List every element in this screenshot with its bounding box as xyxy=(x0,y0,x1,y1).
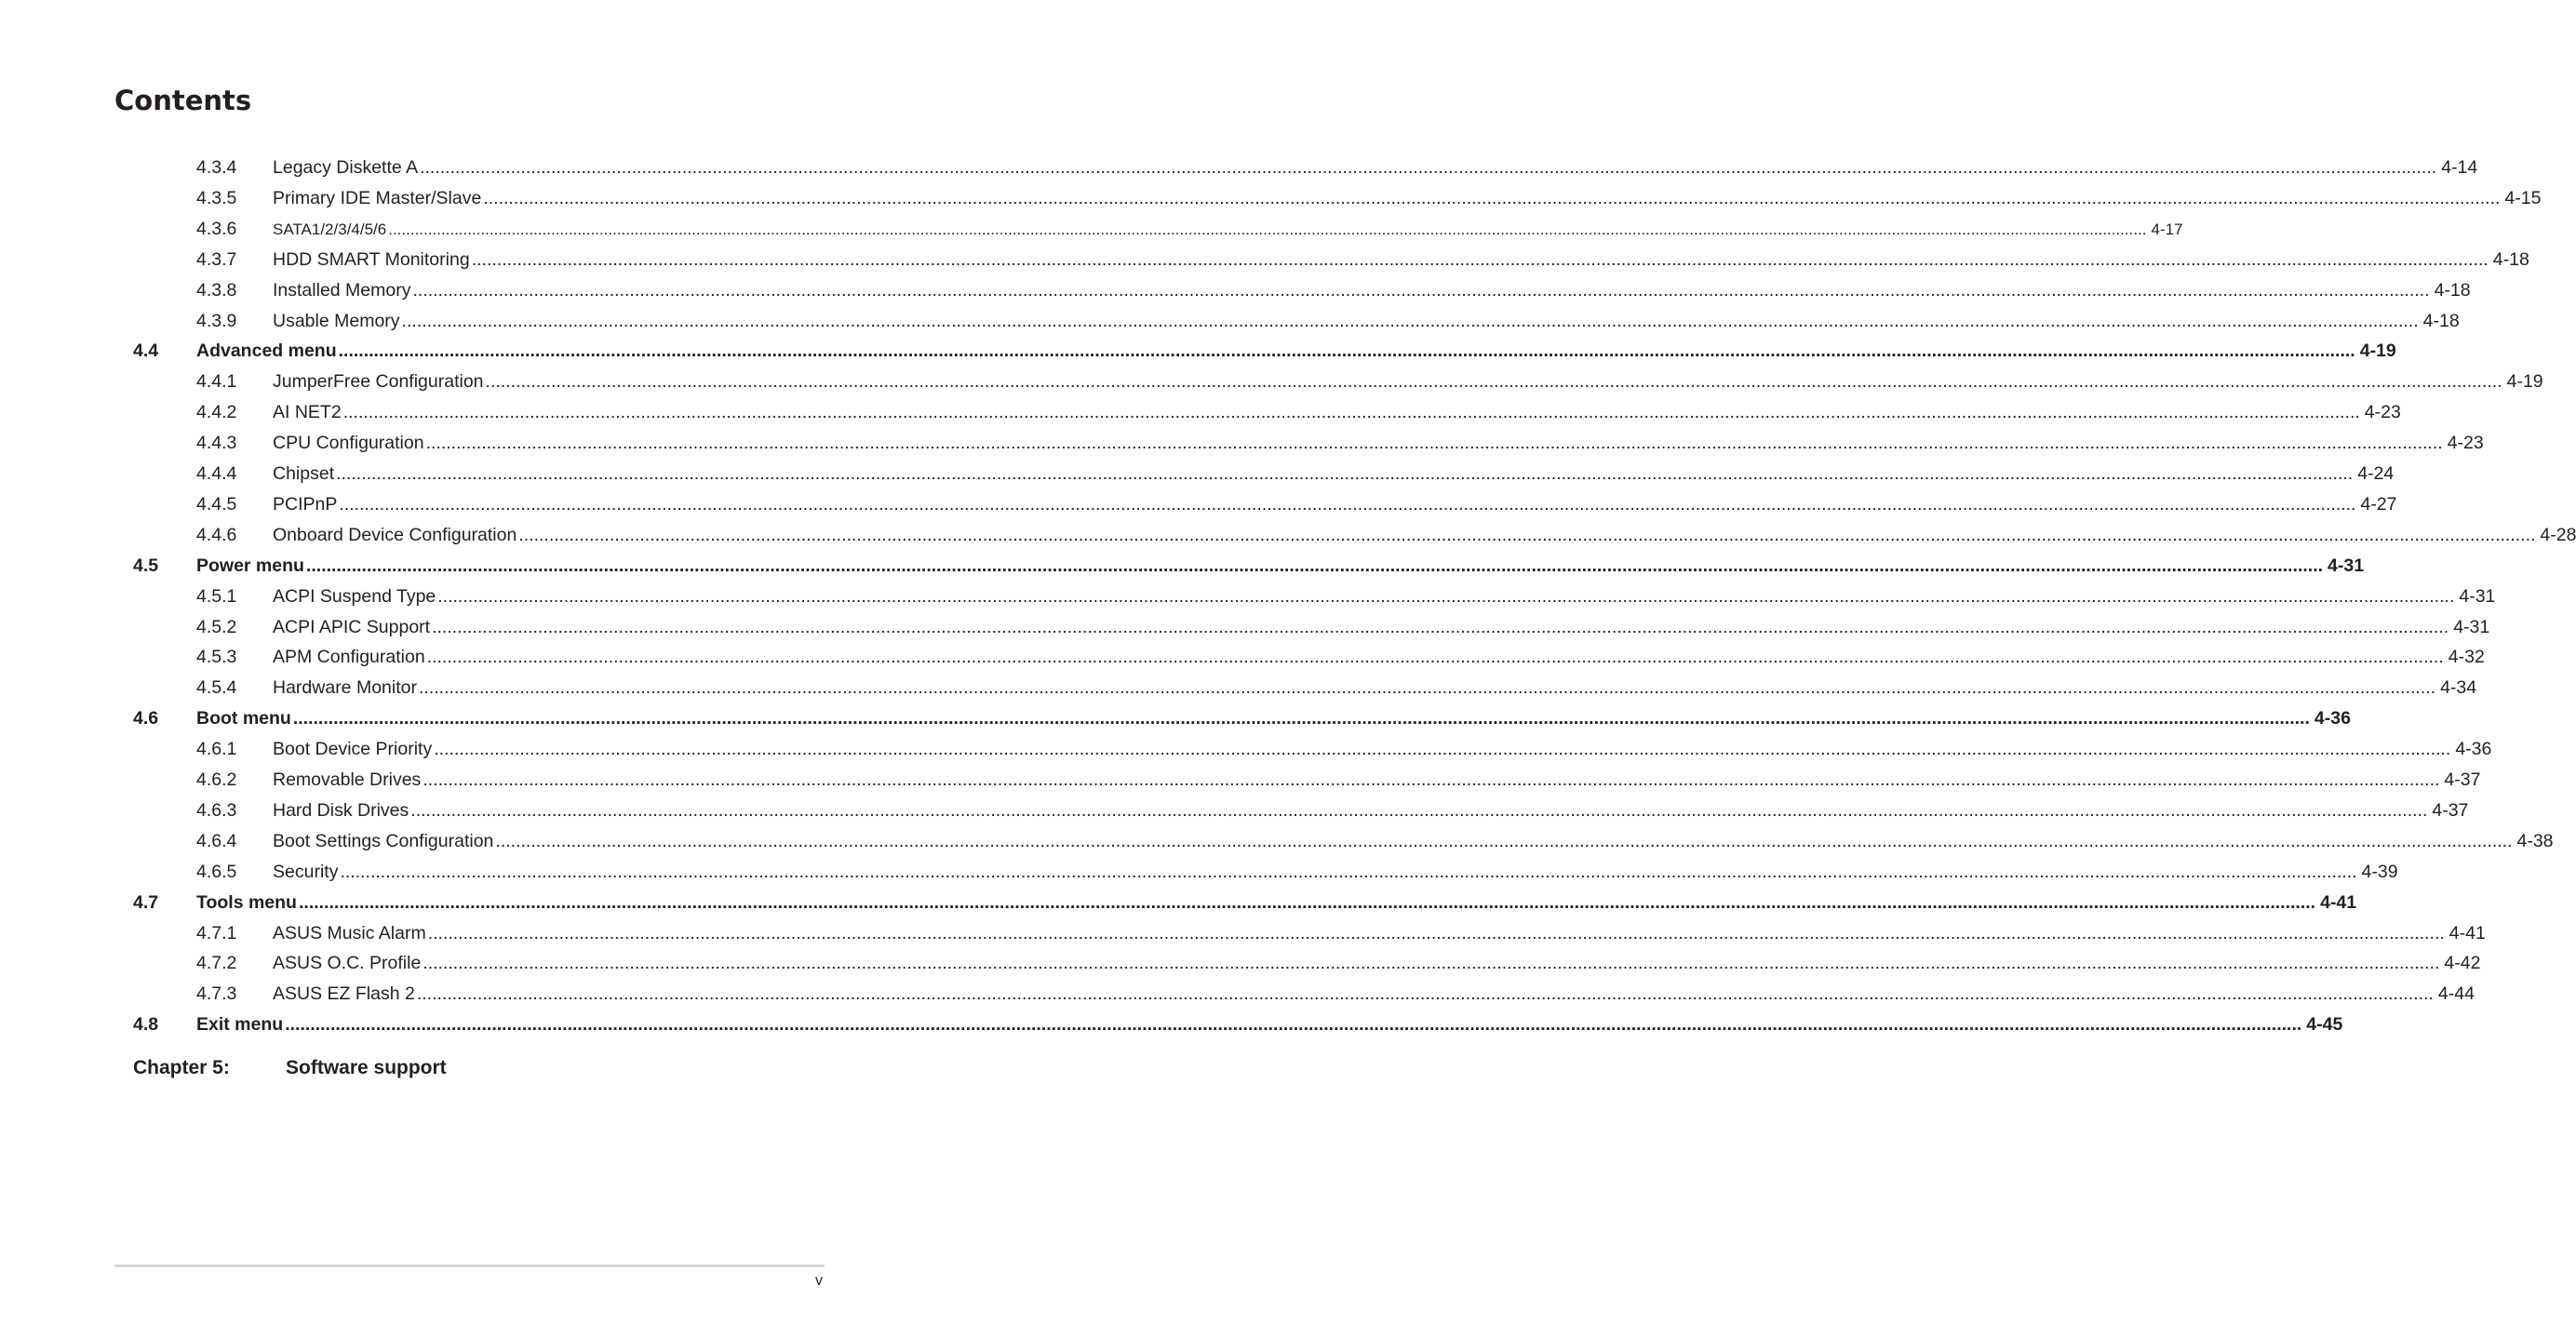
dot-leader: ................................................................................................................................................................................................................................................................................................................................................................................................................ xyxy=(495,830,2513,851)
toc-subsection-entry[interactable] xyxy=(0,367,2543,397)
entry-leader-line xyxy=(196,888,2357,918)
dot-leader: ................................................................................................................................................................................................................................................................................................................................................................................................................ xyxy=(342,402,2360,423)
toc-subsection-entry[interactable] xyxy=(0,397,2401,428)
toc-subsection-entry[interactable] xyxy=(0,582,2496,612)
entry-leader-line xyxy=(273,612,2490,643)
entry-number: 4.5 xyxy=(133,555,159,576)
entry-title: ACPI APIC Support xyxy=(273,616,431,637)
page-number: v xyxy=(815,1273,823,1289)
entry-leader-line xyxy=(273,306,2460,337)
entry-title: Boot menu xyxy=(196,708,291,729)
toc-subsection-entry[interactable] xyxy=(0,734,2492,765)
dot-leader: ................................................................................................................................................................................................................................................................................................................................................................................................................ xyxy=(471,248,2489,270)
entry-number: 4.5.3 xyxy=(196,647,237,668)
entry-number: 4.7.2 xyxy=(196,953,237,974)
entry-page-number: 4-41 xyxy=(2320,891,2357,913)
entry-number: 4.4.3 xyxy=(196,433,237,454)
toc-subsection-entry[interactable] xyxy=(0,948,2481,979)
entry-leader-line xyxy=(273,397,2401,428)
entry-title: CPU Configuration xyxy=(273,433,424,454)
entry-title: Hardware Monitor xyxy=(273,677,417,699)
dot-leader: ................................................................................................................................................................................................................................................................................................................................................................................................................ xyxy=(432,616,2449,637)
entry-title: ASUS EZ Flash 2 xyxy=(273,983,415,1005)
entry-page-number: 4-45 xyxy=(2306,1014,2343,1036)
entry-page-number: 4-23 xyxy=(2364,402,2401,423)
dot-leader: ................................................................................................................................................................................................................................................................................................................................................................................................................ xyxy=(292,708,2310,729)
dot-leader: ................................................................................................................................................................................................................................................................................................................................................................................................................ xyxy=(298,891,2316,913)
entry-title: PCIPnP xyxy=(273,493,338,515)
entry-leader-line xyxy=(273,245,2529,275)
entry-page-number: 4-39 xyxy=(2361,861,2398,882)
entry-page-number: 4-41 xyxy=(2449,922,2486,943)
entry-page-number: 4-23 xyxy=(2447,433,2484,454)
toc-subsection-entry[interactable] xyxy=(0,245,2529,275)
entry-leader-line xyxy=(273,948,2481,979)
entry-title: APM Configuration xyxy=(273,647,425,668)
entry-page-number: 4-19 xyxy=(2506,371,2543,393)
entry-leader-line xyxy=(273,428,2484,459)
entry-leader-line xyxy=(273,459,2395,489)
entry-title: Boot Device Priority xyxy=(273,739,433,760)
dot-leader: ................................................................................................................................................................................................................................................................................................................................................................................................................ xyxy=(340,861,2357,882)
toc-subsection-entry[interactable] xyxy=(0,214,2183,245)
toc-subsection-entry[interactable] xyxy=(0,520,2576,551)
dot-leader: ................................................................................................................................................................................................................................................................................................................................................................................................................ xyxy=(418,677,2436,699)
dot-leader: ................................................................................................................................................................................................................................................................................................................................................................................................................ xyxy=(416,983,2434,1005)
dot-leader: ................................................................................................................................................................................................................................................................................................................................................................................................................ xyxy=(336,463,2354,484)
toc-subsection-entry[interactable] xyxy=(0,918,2486,949)
entry-number: 4.3.7 xyxy=(196,248,237,270)
toc-subsection-entry[interactable] xyxy=(0,765,2481,796)
entry-page-number: 4-37 xyxy=(2444,769,2481,790)
dot-leader: ................................................................................................................................................................................................................................................................................................................................................................................................................ xyxy=(410,799,2428,821)
toc-section-entry[interactable] xyxy=(0,336,2396,367)
toc-section-entry[interactable] xyxy=(0,551,2365,582)
dot-leader: ................................................................................................................................................................................................................................................................................................................................................................................................................ xyxy=(339,493,2356,515)
entry-number: 4.3.6 xyxy=(196,218,237,239)
entry-title: Primary IDE Master/Slave xyxy=(273,187,482,208)
entry-page-number: 4-28 xyxy=(2540,524,2576,545)
toc-subsection-entry[interactable] xyxy=(0,428,2484,459)
dot-leader: ................................................................................................................................................................................................................................................................................................................................................................................................................ xyxy=(401,310,2419,331)
entry-leader-line xyxy=(273,918,2486,949)
entry-title: Installed Memory xyxy=(273,279,411,301)
entry-number: 4.4.5 xyxy=(196,493,237,515)
dot-leader: ................................................................................................................................................................................................................................................................................................................................................................................................................ xyxy=(338,341,2355,362)
entry-page-number: 4-19 xyxy=(2359,341,2396,362)
entry-leader-line xyxy=(273,979,2475,1010)
dot-leader: ................................................................................................................................................................................................................................................................................................................................................................................................................ xyxy=(425,433,2443,454)
dot-leader: ................................................................................................................................................................................................................................................................................................................................................................................................................ xyxy=(420,157,2437,178)
entry-leader-line xyxy=(196,551,2365,582)
entry-number: 4.4.4 xyxy=(196,463,237,484)
entry-number: 4.6 xyxy=(133,708,159,729)
dot-leader: ................................................................................................................................................................................................................................................................................................................................................................................................................ xyxy=(285,1014,2302,1036)
dot-leader: ................................................................................................................................................................................................................................................................................................................................................................................................................ xyxy=(427,922,2445,943)
chapter-heading[interactable] xyxy=(0,1052,888,1084)
entry-title: Boot Settings Configuration xyxy=(273,830,494,851)
entry-leader-line xyxy=(273,765,2481,796)
footer-divider xyxy=(114,1264,825,1267)
toc-section-entry[interactable] xyxy=(0,888,2357,918)
entry-title: Power menu xyxy=(196,555,304,576)
entry-leader-line xyxy=(273,489,2397,520)
entry-leader-line xyxy=(273,183,2542,214)
dot-leader: ................................................................................................................................................................................................................................................................................................................................................................................................................ xyxy=(388,220,2147,238)
dot-leader: ................................................................................................................................................................................................................................................................................................................................................................................................................ xyxy=(423,769,2440,790)
entry-leader-line xyxy=(273,734,2492,765)
entry-number: 4.7.3 xyxy=(196,983,237,1005)
entry-page-number: 4-27 xyxy=(2360,493,2397,515)
entry-leader-line xyxy=(273,826,2554,857)
entry-page-number: 4-34 xyxy=(2440,677,2477,699)
entry-leader-line xyxy=(196,336,2396,367)
toc-subsection-entry[interactable] xyxy=(0,826,2554,857)
entry-number: 4.5.1 xyxy=(196,585,237,607)
entry-title: Exit menu xyxy=(196,1014,284,1036)
dot-leader: ................................................................................................................................................................................................................................................................................................................................................................................................................ xyxy=(434,739,2451,760)
toc-subsection-entry[interactable] xyxy=(0,612,2490,643)
dot-leader: ................................................................................................................................................................................................................................................................................................................................................................................................................ xyxy=(426,647,2444,668)
entry-number: 4.6.1 xyxy=(196,739,237,760)
entry-title: Chipset xyxy=(273,463,335,484)
entry-page-number: 4-37 xyxy=(2432,799,2469,821)
toc-subsection-entry[interactable] xyxy=(0,153,2478,183)
toc-subsection-entry[interactable] xyxy=(0,459,2395,489)
toc-subsection-entry[interactable] xyxy=(0,489,2397,520)
entry-page-number: 4-31 xyxy=(2453,616,2490,637)
entry-number: 4.6.3 xyxy=(196,799,237,821)
entry-leader-line xyxy=(196,703,2351,734)
dot-leader: ................................................................................................................................................................................................................................................................................................................................................................................................................ xyxy=(518,524,2536,545)
dot-leader: ................................................................................................................................................................................................................................................................................................................................................................................................................ xyxy=(412,279,2430,301)
toc-section-entry[interactable] xyxy=(0,703,2351,734)
entry-leader-line xyxy=(273,275,2471,306)
dot-leader: ................................................................................................................................................................................................................................................................................................................................................................................................................ xyxy=(423,953,2440,974)
entry-number: 4.3.9 xyxy=(196,310,237,331)
entry-page-number: 4-14 xyxy=(2441,157,2478,178)
entry-title: AI NET2 xyxy=(273,402,342,423)
dot-leader: ................................................................................................................................................................................................................................................................................................................................................................................................................ xyxy=(437,585,2455,607)
entry-page-number: 4-24 xyxy=(2357,463,2395,484)
entry-number: 4.4.1 xyxy=(196,371,237,393)
entry-leader-line xyxy=(273,367,2543,397)
entry-number: 4.8 xyxy=(133,1014,159,1036)
chapter-title: Software support xyxy=(286,1057,447,1078)
entry-title: HDD SMART Monitoring xyxy=(273,248,470,270)
entry-page-number: 4-32 xyxy=(2448,647,2485,668)
entry-page-number: 4-18 xyxy=(2434,279,2471,301)
page-title: Contents xyxy=(114,85,252,116)
entry-page-number: 4-18 xyxy=(2492,248,2529,270)
toc-section-entry[interactable] xyxy=(0,1010,2343,1040)
toc-subsection-entry[interactable] xyxy=(0,183,2542,214)
entry-title: ACPI Suspend Type xyxy=(273,585,436,607)
entry-leader-line xyxy=(196,1010,2343,1040)
entry-number: 4.3.8 xyxy=(196,279,237,301)
entry-title: Tools menu xyxy=(196,891,297,913)
toc-subsection-entry[interactable] xyxy=(0,796,2469,826)
entry-number: 4.6.2 xyxy=(196,769,237,790)
toc-subsection-entry[interactable] xyxy=(0,979,2475,1010)
entry-number: 4.6.4 xyxy=(196,830,237,851)
entry-number: 4.5.2 xyxy=(196,616,237,637)
entry-number: 4.6.5 xyxy=(196,861,237,882)
entry-number: 4.3.5 xyxy=(196,187,237,208)
entry-number: 4.7 xyxy=(133,891,159,913)
entry-title: JumperFree Configuration xyxy=(273,371,484,393)
entry-title: Hard Disk Drives xyxy=(273,799,409,821)
entry-page-number: 4-31 xyxy=(2328,555,2365,576)
entry-number: 4.3.4 xyxy=(196,157,237,178)
entry-page-number: 4-18 xyxy=(2422,310,2460,331)
entry-leader-line xyxy=(273,582,2496,612)
entry-leader-line xyxy=(273,642,2485,673)
dot-leader: ................................................................................................................................................................................................................................................................................................................................................................................................................ xyxy=(305,555,2324,576)
toc-subsection-entry[interactable] xyxy=(0,275,2471,306)
entry-page-number: 4-42 xyxy=(2444,953,2481,974)
entry-title: Advanced menu xyxy=(196,341,337,362)
entry-title: Legacy Diskette A xyxy=(273,157,419,178)
entry-title: SATA1/2/3/4/5/6 xyxy=(273,220,387,238)
entry-title: Onboard Device Configuration xyxy=(273,524,517,545)
entry-number: 4.4.2 xyxy=(196,402,237,423)
entry-leader-line xyxy=(273,153,2478,183)
entry-page-number: 4-36 xyxy=(2455,739,2492,760)
entry-page-number: 4-15 xyxy=(2504,187,2542,208)
entry-page-number: 4-17 xyxy=(2151,220,2183,238)
entry-leader-line xyxy=(273,673,2477,703)
dot-leader: ................................................................................................................................................................................................................................................................................................................................................................................................................ xyxy=(483,187,2501,208)
entry-number: 4.7.1 xyxy=(196,922,237,943)
entry-leader-line xyxy=(273,520,2576,551)
entry-title: Removable Drives xyxy=(273,769,422,790)
toc-subsection-entry[interactable] xyxy=(0,306,2460,337)
entry-page-number: 4-38 xyxy=(2516,830,2554,851)
toc-subsection-entry[interactable] xyxy=(0,673,2477,703)
entry-number: 4.5.4 xyxy=(196,677,237,699)
entry-title: Usable Memory xyxy=(273,310,400,331)
entry-title: ASUS O.C. Profile xyxy=(273,953,422,974)
toc-subsection-entry[interactable] xyxy=(0,642,2485,673)
entry-number: 4.4.6 xyxy=(196,524,237,545)
entry-leader-line xyxy=(273,857,2398,888)
entry-title: ASUS Music Alarm xyxy=(273,922,426,943)
entry-number: 4.4 xyxy=(133,341,159,362)
dot-leader: ................................................................................................................................................................................................................................................................................................................................................................................................................ xyxy=(485,371,2502,393)
entry-title: Security xyxy=(273,861,339,882)
entry-page-number: 4-44 xyxy=(2437,983,2475,1005)
entry-page-number: 4-36 xyxy=(2314,708,2351,729)
entry-leader-line xyxy=(273,796,2469,826)
entry-page-number: 4-31 xyxy=(2459,585,2496,607)
toc-subsection-entry[interactable] xyxy=(0,857,2398,888)
entry-leader-line xyxy=(273,214,2183,245)
chapter-number: Chapter 5: xyxy=(133,1057,230,1078)
